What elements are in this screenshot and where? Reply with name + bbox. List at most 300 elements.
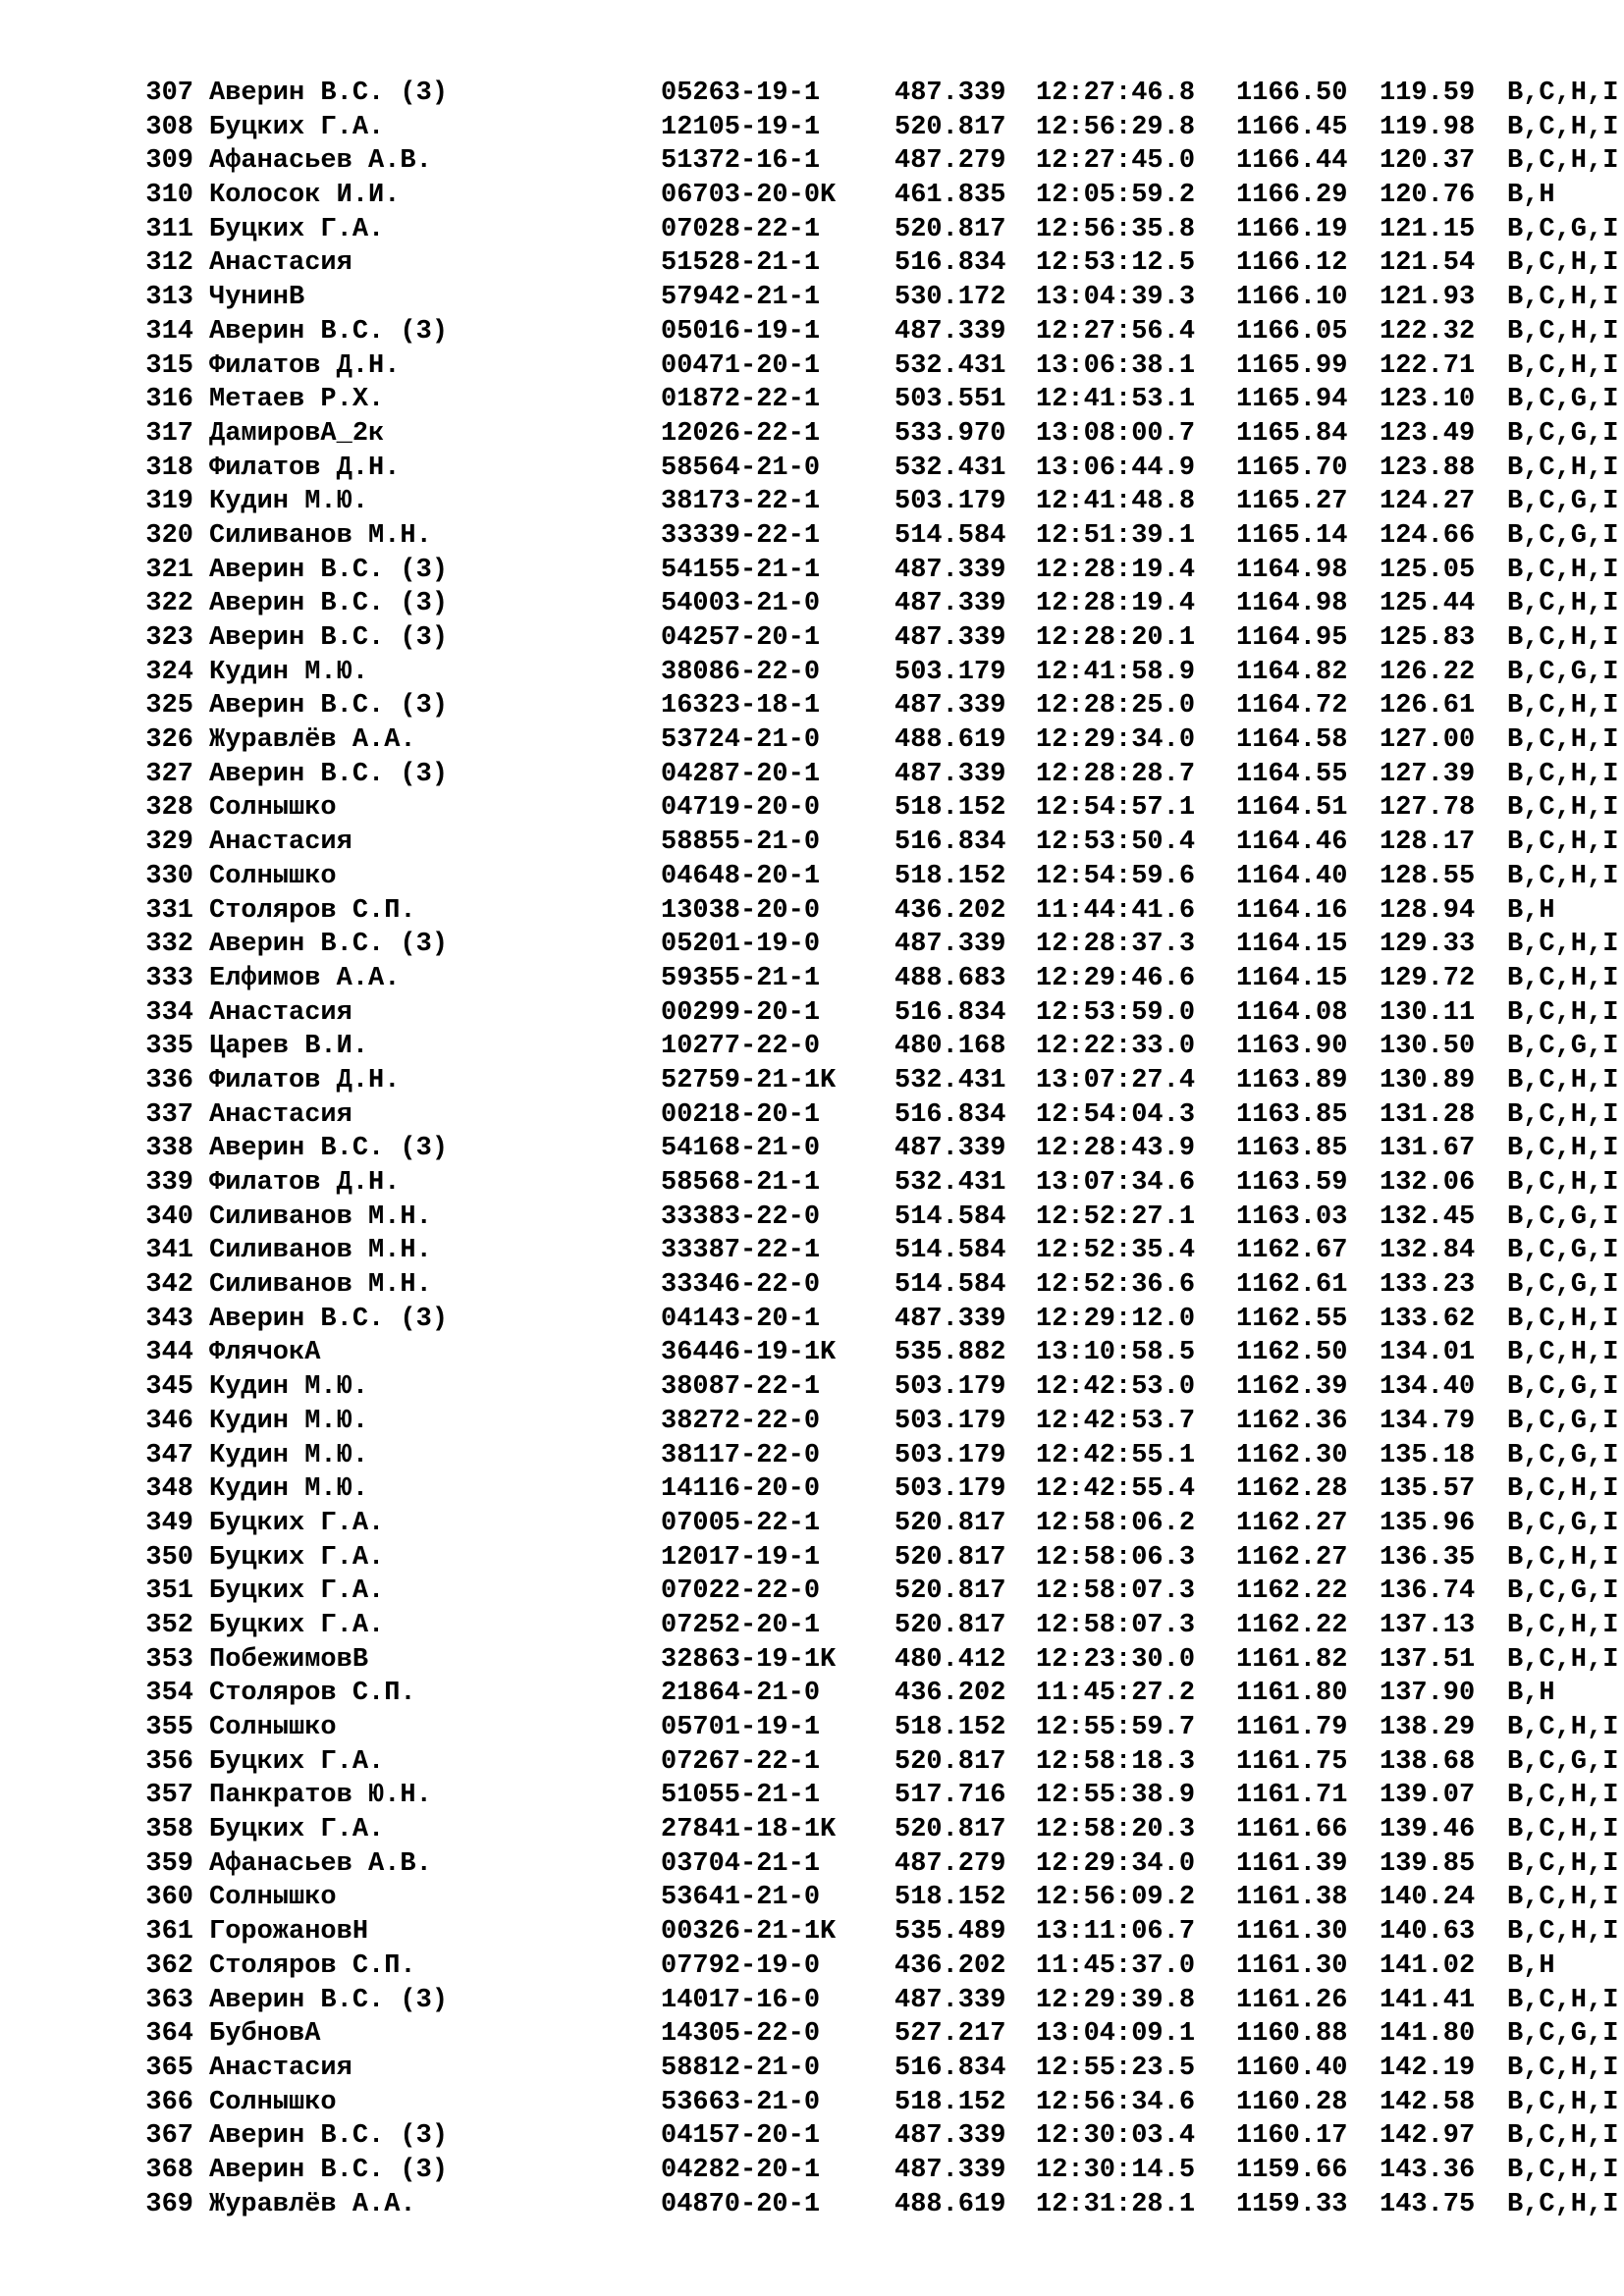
distance-cell: 503.179 [894,1474,1006,1505]
coefficient-cell: 135.18 [1380,1440,1476,1470]
table-row [145,1677,1618,1711]
status-cell: B,C,H,I [1507,1134,1619,1164]
place-cell: 327 [145,759,193,789]
name-cell: Солнышко [209,1713,337,1742]
distance-cell: 532.431 [894,453,1006,483]
coefficient-cell: 130.50 [1380,1032,1476,1062]
name-cell: ПобежимовВ [209,1644,369,1675]
time-cell: 13:07:34.6 [1036,1168,1196,1198]
table-row [145,621,1618,656]
coefficient-cell: 132.45 [1380,1201,1476,1232]
coefficient-cell: 131.67 [1380,1134,1476,1164]
coefficient-cell: 121.54 [1380,248,1476,279]
distance-cell: 487.279 [894,146,1006,177]
place-cell: 335 [145,1032,193,1062]
time-cell: 12:56:35.8 [1036,214,1196,244]
speed-cell: 1162.22 [1236,1610,1348,1640]
place-cell: 351 [145,1576,193,1607]
table-row [145,1030,1618,1064]
place-cell: 357 [145,1781,193,1811]
time-cell: 12:58:06.2 [1036,1508,1196,1538]
place-cell: 348 [145,1474,193,1505]
status-cell: B,C,G,I [1507,1201,1619,1232]
status-cell: B,C,H,I [1507,2087,1619,2117]
coefficient-cell: 129.72 [1380,963,1476,993]
ring-cell: 03704-21-1 [661,1848,821,1879]
time-cell: 11:45:37.0 [1036,1950,1196,1981]
speed-cell: 1161.30 [1236,1917,1348,1948]
place-cell: 333 [145,963,193,993]
ring-cell: 38086-22-0 [661,657,821,687]
distance-cell: 530.172 [894,283,1006,313]
ring-cell: 07267-22-1 [661,1746,821,1777]
table-row [145,1847,1618,1882]
coefficient-cell: 127.39 [1380,759,1476,789]
time-cell: 13:04:39.3 [1036,283,1196,313]
speed-cell: 1166.12 [1236,248,1348,279]
name-cell: Аверин В.С. (3) [209,1304,449,1334]
coefficient-cell: 143.75 [1380,2189,1476,2219]
table-row [145,1201,1618,1235]
status-cell: B,C,G,I [1507,1372,1619,1403]
time-cell: 12:56:34.6 [1036,2087,1196,2117]
speed-cell: 1163.85 [1236,1134,1348,1164]
coefficient-cell: 121.15 [1380,214,1476,244]
place-cell: 362 [145,1950,193,1981]
time-cell: 12:51:39.1 [1036,520,1196,551]
table-row [145,452,1618,486]
place-cell: 337 [145,1099,193,1130]
coefficient-cell: 138.68 [1380,1746,1476,1777]
name-cell: Филатов Д.Н. [209,1168,401,1198]
table-row [145,1949,1618,1984]
speed-cell: 1165.14 [1236,520,1348,551]
speed-cell: 1163.85 [1236,1099,1348,1130]
ring-cell: 00299-20-1 [661,997,821,1028]
speed-cell: 1162.61 [1236,1270,1348,1301]
table-row [145,656,1618,690]
speed-cell: 1164.15 [1236,930,1348,960]
status-cell: B,C,H,I [1507,793,1619,824]
ring-cell: 05016-19-1 [661,316,821,347]
coefficient-cell: 120.76 [1380,181,1476,211]
distance-cell: 516.834 [894,2053,1006,2083]
status-cell: B,C,G,I [1507,1508,1619,1538]
name-cell: Аверин В.С. (3) [209,316,449,347]
coefficient-cell: 136.74 [1380,1576,1476,1607]
status-cell: B,C,H,I [1507,1338,1619,1368]
name-cell: Буцких Г.А. [209,1576,385,1607]
speed-cell: 1161.71 [1236,1781,1348,1811]
distance-cell: 532.431 [894,1065,1006,1095]
coefficient-cell: 128.55 [1380,861,1476,891]
coefficient-cell: 141.02 [1380,1950,1476,1981]
name-cell: Буцких Г.А. [209,1508,385,1538]
table-row [145,349,1618,384]
coefficient-cell: 126.22 [1380,657,1476,687]
table-row [145,962,1618,996]
distance-cell: 488.619 [894,2189,1006,2219]
status-cell: B,H [1507,1679,1555,1709]
time-cell: 12:30:14.5 [1036,2155,1196,2185]
status-cell: B,C,H,I [1507,1542,1619,1573]
status-cell: B,C,H,I [1507,1781,1619,1811]
status-cell: B,H [1507,1950,1555,1981]
speed-cell: 1164.98 [1236,555,1348,585]
coefficient-cell: 140.24 [1380,1883,1476,1913]
ring-cell: 38087-22-1 [661,1372,821,1403]
name-cell: Кудин М.Ю. [209,1406,369,1436]
coefficient-cell: 143.36 [1380,2155,1476,2185]
ring-cell: 10277-22-0 [661,1032,821,1062]
place-cell: 343 [145,1304,193,1334]
status-cell: B,C,H,I [1507,1848,1619,1879]
time-cell: 12:54:59.6 [1036,861,1196,891]
table-row [145,928,1618,962]
time-cell: 12:22:33.0 [1036,1032,1196,1062]
name-cell: Метаев Р.Х. [209,385,385,415]
ring-cell: 33346-22-0 [661,1270,821,1301]
place-cell: 319 [145,487,193,517]
speed-cell: 1159.33 [1236,2189,1348,2219]
status-cell: B,C,H,I [1507,248,1619,279]
distance-cell: 518.152 [894,1713,1006,1742]
speed-cell: 1164.40 [1236,861,1348,891]
ring-cell: 58812-21-0 [661,2053,821,2083]
distance-cell: 503.179 [894,1372,1006,1403]
speed-cell: 1162.27 [1236,1508,1348,1538]
time-cell: 12:29:39.8 [1036,1985,1196,2015]
time-cell: 12:41:53.1 [1036,385,1196,415]
time-cell: 13:11:06.7 [1036,1917,1196,1948]
place-cell: 320 [145,520,193,551]
ring-cell: 05701-19-1 [661,1713,821,1742]
coefficient-cell: 126.61 [1380,691,1476,721]
status-cell: B,C,H,I [1507,350,1619,381]
time-cell: 12:27:45.0 [1036,146,1196,177]
speed-cell: 1164.51 [1236,793,1348,824]
distance-cell: 533.970 [894,418,1006,449]
table-row [145,1336,1618,1370]
coefficient-cell: 135.96 [1380,1508,1476,1538]
speed-cell: 1163.59 [1236,1168,1348,1198]
time-cell: 12:58:06.3 [1036,1542,1196,1573]
distance-cell: 518.152 [894,793,1006,824]
ring-cell: 57942-21-1 [661,283,821,313]
table-row [145,1370,1618,1405]
ring-cell: 36446-19-1K [661,1338,837,1368]
distance-cell: 487.279 [894,1848,1006,1879]
coefficient-cell: 142.58 [1380,2087,1476,2117]
place-cell: 359 [145,1848,193,1879]
status-cell: B,C,H,I [1507,759,1619,789]
distance-cell: 514.584 [894,1270,1006,1301]
time-cell: 12:30:03.4 [1036,2121,1196,2152]
table-row [145,144,1618,179]
coefficient-cell: 134.40 [1380,1372,1476,1403]
distance-cell: 516.834 [894,1099,1006,1130]
name-cell: Царев В.И. [209,1032,369,1062]
speed-cell: 1162.55 [1236,1304,1348,1334]
name-cell: Аверин В.С. (3) [209,2155,449,2185]
status-cell: B,C,G,I [1507,214,1619,244]
name-cell: Буцких Г.А. [209,1542,385,1573]
distance-cell: 535.489 [894,1917,1006,1948]
speed-cell: 1165.27 [1236,487,1348,517]
table-row [145,2119,1618,2154]
table-row [145,1711,1618,1745]
time-cell: 12:52:27.1 [1036,1201,1196,1232]
place-cell: 308 [145,112,193,142]
speed-cell: 1160.40 [1236,2053,1348,2083]
ring-cell: 33387-22-1 [661,1236,821,1266]
time-cell: 12:42:55.1 [1036,1440,1196,1470]
time-cell: 12:52:35.4 [1036,1236,1196,1266]
distance-cell: 487.339 [894,2155,1006,2185]
place-cell: 360 [145,1883,193,1913]
coefficient-cell: 124.27 [1380,487,1476,517]
table-row [145,1745,1618,1780]
place-cell: 356 [145,1746,193,1777]
status-cell: B,C,H,I [1507,2121,1619,2152]
name-cell: Столяров С.П. [209,1679,416,1709]
table-row [145,1881,1618,1915]
status-cell: B,C,H,I [1507,1474,1619,1505]
status-cell: B,C,H,I [1507,930,1619,960]
name-cell: Филатов Д.Н. [209,350,401,381]
name-cell: Силиванов М.Н. [209,520,432,551]
distance-cell: 503.179 [894,1440,1006,1470]
speed-cell: 1162.67 [1236,1236,1348,1266]
distance-cell: 487.339 [894,1985,1006,2015]
distance-cell: 520.817 [894,214,1006,244]
name-cell: Буцких Г.А. [209,112,385,142]
speed-cell: 1165.94 [1236,385,1348,415]
status-cell: B,C,G,I [1507,1576,1619,1607]
status-cell: B,C,H,I [1507,1815,1619,1845]
name-cell: Аверин В.С. (3) [209,2121,449,2152]
place-cell: 316 [145,385,193,415]
place-cell: 314 [145,316,193,347]
distance-cell: 487.339 [894,759,1006,789]
coefficient-cell: 119.59 [1380,79,1476,108]
speed-cell: 1162.50 [1236,1338,1348,1368]
status-cell: B,C,H,I [1507,146,1619,177]
speed-cell: 1164.08 [1236,997,1348,1028]
coefficient-cell: 139.07 [1380,1781,1476,1811]
ring-cell: 04143-20-1 [661,1304,821,1334]
table-row [145,417,1618,452]
name-cell: Солнышко [209,861,337,891]
ring-cell: 58568-21-1 [661,1168,821,1198]
table-row [145,1439,1618,1473]
coefficient-cell: 139.46 [1380,1815,1476,1845]
coefficient-cell: 122.32 [1380,316,1476,347]
ring-cell: 51528-21-1 [661,248,821,279]
coefficient-cell: 123.10 [1380,385,1476,415]
status-cell: B,C,G,I [1507,1440,1619,1470]
table-row [145,246,1618,281]
speed-cell: 1162.30 [1236,1440,1348,1470]
ring-cell: 07792-19-0 [661,1950,821,1981]
name-cell: Буцких Г.А. [209,1746,385,1777]
ring-cell: 32863-19-1K [661,1644,837,1675]
place-cell: 352 [145,1610,193,1640]
table-row [145,179,1618,213]
ring-cell: 13038-20-0 [661,895,821,926]
table-row [145,1064,1618,1098]
coefficient-cell: 141.41 [1380,1985,1476,2015]
place-cell: 334 [145,997,193,1028]
distance-cell: 516.834 [894,248,1006,279]
time-cell: 12:28:20.1 [1036,623,1196,653]
results-table [145,77,1618,2221]
name-cell: Аверин В.С. (3) [209,589,449,619]
name-cell: ФлячокА [209,1338,321,1368]
time-cell: 13:07:27.4 [1036,1065,1196,1095]
name-cell: Аверин В.С. (3) [209,555,449,585]
status-cell: B,C,H,I [1507,1917,1619,1948]
time-cell: 12:42:53.0 [1036,1372,1196,1403]
time-cell: 12:56:09.2 [1036,1883,1196,1913]
coefficient-cell: 134.79 [1380,1406,1476,1436]
name-cell: Анастасия [209,997,352,1028]
coefficient-cell: 137.90 [1380,1679,1476,1709]
status-cell: B,C,G,I [1507,1746,1619,1777]
time-cell: 12:29:34.0 [1036,725,1196,756]
ring-cell: 14305-22-0 [661,2019,821,2050]
name-cell: Аверин В.С. (3) [209,1134,449,1164]
table-row [145,723,1618,758]
table-row [145,1541,1618,1575]
speed-cell: 1162.22 [1236,1576,1348,1607]
time-cell: 12:31:28.1 [1036,2189,1196,2219]
place-cell: 339 [145,1168,193,1198]
status-cell: B,C,G,I [1507,1270,1619,1301]
status-cell: B,C,G,I [1507,1236,1619,1266]
coefficient-cell: 120.37 [1380,146,1476,177]
distance-cell: 532.431 [894,350,1006,381]
speed-cell: 1166.19 [1236,214,1348,244]
ring-cell: 12017-19-1 [661,1542,821,1573]
speed-cell: 1161.75 [1236,1746,1348,1777]
table-row [145,1779,1618,1813]
table-row [145,1507,1618,1541]
speed-cell: 1161.66 [1236,1815,1348,1845]
table-row [145,213,1618,247]
time-cell: 12:58:20.3 [1036,1815,1196,1845]
distance-cell: 520.817 [894,1576,1006,1607]
distance-cell: 514.584 [894,1201,1006,1232]
distance-cell: 516.834 [894,828,1006,858]
table-row [145,791,1618,826]
status-cell: B,C,H,I [1507,997,1619,1028]
time-cell: 12:28:19.4 [1036,555,1196,585]
ring-cell: 07252-20-1 [661,1610,821,1640]
distance-cell: 535.882 [894,1338,1006,1368]
distance-cell: 487.339 [894,1134,1006,1164]
time-cell: 12:53:12.5 [1036,248,1196,279]
ring-cell: 33383-22-0 [661,1201,821,1232]
place-cell: 315 [145,350,193,381]
name-cell: Силиванов М.Н. [209,1270,432,1301]
status-cell: B,C,H,I [1507,589,1619,619]
name-cell: Журавлёв А.А. [209,725,416,756]
distance-cell: 503.551 [894,385,1006,415]
distance-cell: 503.179 [894,657,1006,687]
ring-cell: 52759-21-1K [661,1065,837,1095]
place-cell: 330 [145,861,193,891]
speed-cell: 1162.27 [1236,1542,1348,1573]
status-cell: B,C,H,I [1507,112,1619,142]
table-row [145,587,1618,621]
time-cell: 12:29:46.6 [1036,963,1196,993]
ring-cell: 14116-20-0 [661,1474,821,1505]
place-cell: 364 [145,2019,193,2050]
place-cell: 349 [145,1508,193,1538]
ring-cell: 04870-20-1 [661,2189,821,2219]
name-cell: Буцких Г.А. [209,1815,385,1845]
name-cell: Солнышко [209,793,337,824]
table-row [145,315,1618,349]
time-cell: 12:58:18.3 [1036,1746,1196,1777]
place-cell: 345 [145,1372,193,1403]
speed-cell: 1162.39 [1236,1372,1348,1403]
table-row [145,2188,1618,2222]
place-cell: 341 [145,1236,193,1266]
ring-cell: 38173-22-1 [661,487,821,517]
distance-cell: 520.817 [894,112,1006,142]
coefficient-cell: 123.88 [1380,453,1476,483]
coefficient-cell: 122.71 [1380,350,1476,381]
place-cell: 369 [145,2189,193,2219]
name-cell: Афанасьев А.В. [209,1848,432,1879]
time-cell: 12:52:36.6 [1036,1270,1196,1301]
distance-cell: 514.584 [894,1236,1006,1266]
speed-cell: 1164.58 [1236,725,1348,756]
speed-cell: 1164.55 [1236,759,1348,789]
status-cell: B,C,H,I [1507,1168,1619,1198]
place-cell: 336 [145,1065,193,1095]
time-cell: 12:28:19.4 [1036,589,1196,619]
time-cell: 12:53:50.4 [1036,828,1196,858]
place-cell: 325 [145,691,193,721]
coefficient-cell: 135.57 [1380,1474,1476,1505]
time-cell: 11:45:27.2 [1036,1679,1196,1709]
place-cell: 318 [145,453,193,483]
place-cell: 317 [145,418,193,449]
coefficient-cell: 127.00 [1380,725,1476,756]
ring-cell: 00218-20-1 [661,1099,821,1130]
coefficient-cell: 136.35 [1380,1542,1476,1573]
speed-cell: 1166.44 [1236,146,1348,177]
place-cell: 309 [145,146,193,177]
name-cell: Кудин М.Ю. [209,657,369,687]
name-cell: Кудин М.Ю. [209,487,369,517]
table-row [145,1643,1618,1678]
time-cell: 13:06:38.1 [1036,350,1196,381]
name-cell: Аверин В.С. (3) [209,691,449,721]
speed-cell: 1164.95 [1236,623,1348,653]
ring-cell: 38117-22-0 [661,1440,821,1470]
name-cell: Елфимов А.А. [209,963,401,993]
name-cell: ГорожановН [209,1917,369,1948]
speed-cell: 1166.29 [1236,181,1348,211]
table-row [145,996,1618,1031]
status-cell: B,C,H,I [1507,283,1619,313]
place-cell: 324 [145,657,193,687]
coefficient-cell: 125.05 [1380,555,1476,585]
